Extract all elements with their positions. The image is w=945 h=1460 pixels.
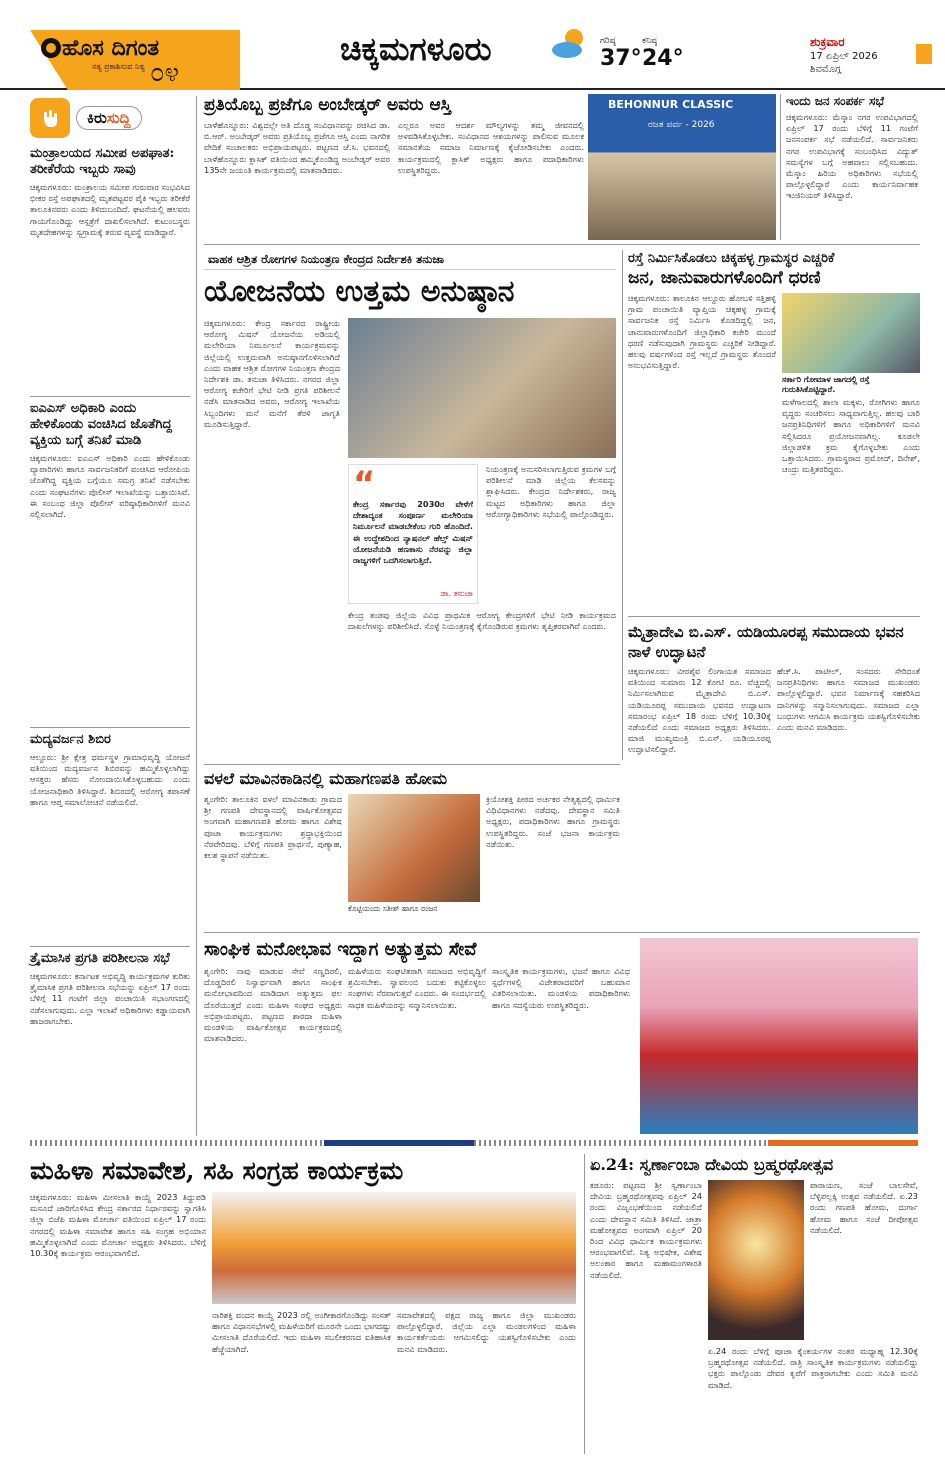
brief-body-1: ಚಿಕ್ಕಮಗಳೂರು: ಮಂತ್ರಾಲಯ ಸಮೀಪ ಗುರುವಾರ ಸಂಭವಿಸಿದ ಭೀಕರ ರಸ್ತೆ ಅಪಘಾತದಲ್ಲಿ ಮೃತಪಟ್ಟವರ ಪೈಕಿ ಇಬ್ಬರು ತರೀಕೆರೆ ತಾಲೂಕಿನವರು ಎಂದು ತಿಳಿದುಬಂದಿದೆ. ಘಟನೆಯಲ್ಲಿ ಹಲವರು ಗಾಯಗೊಂಡಿದ್ದು ಆಸ್ಪತ್ರೆಗೆ ದಾಖಲಿಸಲಾಗಿದೆ. ಕುಟುಂಬಸ್ಥರು ಮೃತದೇಹಗಳನ್ನು ಸ್ವಗ್ರಾಮಕ್ಕೆ ತರುವ ವ್ಯವಸ್ಥೆ ಮಾಡಿದ್ದಾರೆ. bbox=[30, 182, 190, 237]
edition: ಶಿವಮೊಗ್ಗ bbox=[810, 64, 842, 75]
article-ambedkar bbox=[204, 94, 584, 240]
ambedkar-headline: ಪ್ರತಿಯೊಬ್ಬ ಪ್ರಜೆಗೂ ಅಂಬೇಡ್ಕರ್ ಅವರು ಆಸ್ತಿ bbox=[204, 95, 452, 115]
max-temp-label: ಗರಿಷ್ಠ bbox=[600, 36, 616, 46]
article-seve bbox=[204, 938, 634, 1134]
edge-marker bbox=[916, 44, 932, 64]
dateline bbox=[810, 36, 878, 76]
yojane-quote-box bbox=[348, 464, 478, 604]
brahmaratha-body-a: ಕಡೂರು: ಪಟ್ಟಣದ ಶ್ರೀ ಸ್ವರ್ಣಾಂಬಾ ದೇವಿಯ ಬ್ರಹ್ಮರಥೋತ್ಸವವು ಏಪ್ರಿಲ್ 24 ರಂದು ವಿಜೃಂಭಣೆಯಿಂದ ನಡೆಯಲಿದೆ ಎಂದು ದೇವಸ್ಥಾನ ಸಮಿತಿ ತಿಳಿಸಿದೆ. ಜಾತ್ರಾ ಮಹೋತ್ಸವದ ಅಂಗವಾಗಿ ಏಪ್ರಿಲ್ 20 ರಿಂದ ವಿವಿಧ ಧಾರ್ಮಿಕ ಕಾರ್ಯಕ್ರಮಗಳು ಆರಂಭವಾಗಲಿವೆ. ನಿತ್ಯ ಅಭಿಷೇಕ, ವಿಶೇಷ ಅಲಂಕಾರ ಹಾಗೂ ಮಹಾಮಂಗಳಾರತಿ ನಡೆಯಲಿದೆ. bbox=[590, 1180, 702, 1280]
mahila-photo bbox=[212, 1192, 576, 1304]
section-divider bbox=[30, 1140, 918, 1146]
dharane-body-a: ಚಿಕ್ಕಮಗಳೂರು: ತಾಲೂಕಿನ ಆಲ್ದೂರು ಹೋಬಳಿ ಸತ್ತಿಹಳ್ಳಿ ಗ್ರಾಮ ಪಂಚಾಯಿತಿ ವ್ಯಾಪ್ತಿಯ ಚಿಕ್ಕಹಳ್ಳ ಗ್ರಾಮಕ್ಕೆ ಸಾರ್ವಜನಿಕ ರಸ್ತೆ ನಿರ್ಮಿಸಿ ಕೊಡದಿದ್ದಲ್ಲಿ ಜನ, ಜಾನುವಾರುಗಳೊಂದಿಗೆ ಜಿಲ್ಲಾಧಿಕಾರಿ ಕಚೇರಿ ಮುಂದೆ ಧರಣಿ ನಡೆಸುವುದಾಗಿ ಗ್ರಾಮಸ್ಥರು ಎಚ್ಚರಿಕೆ ನೀಡಿದ್ದಾರೆ. ಹಲವು ವರ್ಷಗಳಿಂದ ರಸ್ತೆ ಇಲ್ಲದೆ ಗ್ರಾಮಸ್ಥರು ತೊಂದರೆ ಅನುಭವಿಸುತ್ತಿದ್ದಾರೆ. bbox=[628, 293, 776, 371]
masthead bbox=[0, 0, 945, 90]
brahmaratha-body-c: ಏ.24 ರಂದು ಬೆಳಿಗ್ಗೆ ಪೂಜಾ ಕೈಂಕರ್ಯಗಳ ನಂತರ ಮಧ್ಯಾಹ್ನ 12.30ಕ್ಕೆ ಬ್ರಹ್ಮರಥೋತ್ಸವ ನಡೆಯಲಿದೆ. ರಾತ್ರಿ ಸಾಂಸ್ಕೃತಿಕ ಕಾರ್ಯಕ್ರಮಗಳು ನಡೆಯಲಿದ್ದು ಭಕ್ತರು ಪಾಲ್ಗೊಂಡು ದೇವರ ಕೃಪೆಗೆ ಪಾತ್ರರಾಗಬೇಕು ಎಂದು ಸಮಿತಿ ಮನವಿ ಮಾಡಿದೆ. bbox=[708, 1346, 918, 1390]
seve-body-b: ಮಹಿಳೆಯರು ಸಂಘಟಿತರಾಗಿ ಸಮಾಜದ ಅಭಿವೃದ್ಧಿಗೆ ಶ್ರಮಿಸಬೇಕು. ಸ್ವಾವಲಂಬಿ ಬದುಕು ಕಟ್ಟಿಕೊಳ್ಳಲು ಸಂಘಗಳು ನೆರವಾಗುತ್ತವೆ ಎಂದರು. ಈ ಸಂದರ್ಭದಲ್ಲಿ ಸಾಧಕ ಮಹಿಳೆಯರನ್ನು ಸನ್ಮಾನಿಸಲಾಯಿತು. bbox=[348, 966, 486, 1010]
janasampark-body: ಚಿಕ್ಕಮಗಳೂರು: ಮೆಸ್ಕಾಂ ನಗರ ಉಪವಿಭಾಗದಲ್ಲಿ ಏಪ್ರಿಲ್ 17 ರಂದು ಬೆಳಿಗ್ಗೆ 11 ಗಂಟೆಗೆ ಜನಸಂಪರ್ಕ ಸಭೆ ನಡೆಯಲಿದೆ. ಸಾರ್ವಜನಿಕರು ನಗರ ಉಪವಿಭಾಗಕ್ಕೆ ಸಂಬಂಧಿಸಿದ ವಿದ್ಯುತ್ ಸಮಸ್ಯೆಗಳ ಬಗ್ಗೆ ಅಹವಾಲು ಸಲ್ಲಿಸಬಹುದು. ಮೆಸ್ಕಾಂ ಹಿರಿಯ ಅಧಿಕಾರಿಗಳು ಸಭೆಯಲ್ಲಿ ಪಾಲ್ಗೊಳ್ಳಲಿದ್ದಾರೆ ಎಂದು ಕಾರ್ಯನಿರ್ವಾಹಕ ಇಂಜಿನಿಯರ್ ತಿಳಿಸಿದ್ದಾರೆ. bbox=[786, 112, 918, 201]
homa-body-c: ಕ್ರಿಯೋಶಕ್ತಿ ಪೀಠದ ಅರ್ಚಕರ ನೇತೃತ್ವದಲ್ಲಿ ಧಾರ್ಮಿಕ ವಿಧಿವಿಧಾನಗಳು ನಡೆದವು. ದೇವಸ್ಥಾನ ಸಮಿತಿ ಅಧ್ಯಕ್ಷರು, ಪದಾಧಿಕಾರಿಗಳು ಹಾಗೂ ಗ್ರಾಮಸ್ಥರು ಉಪಸ್ಥಿತರಿದ್ದರು. ಸಂಜೆ ಭಜನಾ ಕಾರ್ಯಕ್ರಮ ನಡೆಯಿತು. bbox=[486, 794, 620, 849]
brief-news-column bbox=[30, 96, 190, 1136]
seve-photo bbox=[640, 938, 918, 1134]
article-dharane bbox=[628, 250, 920, 610]
brand-tagline: ಸತ್ಯ ಪ್ರಕಾಶಿಸುವ ನಿತ್ಯ bbox=[92, 62, 145, 71]
dharane-photo bbox=[782, 293, 920, 373]
bhavana-headline: ಮೈತ್ರಾದೇವಿ ಬಿ.ಎಸ್. ಯಡಿಯೂರಪ್ಪ ಸಮುದಾಯ ಭವನ ನಾಳೆ ಉದ್ಘಾಟನೆ bbox=[628, 623, 904, 661]
dharane-headline-2: ಜನ, ಜಾನುವಾರುಗಳೊಂದಿಗೆ ಧರಣಿ bbox=[628, 268, 821, 288]
yojane-photo bbox=[348, 318, 616, 458]
bhavana-body-a: ಚಿಕ್ಕಮಗಳೂರು: ವೀರಶೈವ ಲಿಂಗಾಯತ ಸಮಾಜದ ವತಿಯಿಂದ ಸುಮಾರು 12 ಕೋಟಿ ರೂ. ವೆಚ್ಚದಲ್ಲಿ ನಿರ್ಮಿಸಲಾಗಿರುವ ಮೈತ್ರಾದೇವಿ ಬಿ.ಎಸ್. ಯಡಿಯೂರಪ್ಪ ಸಮುದಾಯ ಭವನದ ಉದ್ಘಾಟನಾ ಸಮಾರಂಭ ಏಪ್ರಿಲ್ 18 ರಂದು ಬೆಳಿಗ್ಗೆ 10.30ಕ್ಕೆ ನಡೆಯಲಿದೆ ಎಂದು ಸಮಾಜದ ಅಧ್ಯಕ್ಷರು ತಿಳಿಸಿದರು. ಮಾಜಿ ಮುಖ್ಯಮಂತ್ರಿ ಬಿ.ಎಸ್. ಯಡಿಯೂರಪ್ಪ ಉದ್ಘಾಟಿಸಲಿದ್ದಾರೆ. bbox=[628, 666, 771, 755]
bhavana-body-b: ಹೆಚ್.ಸಿ. ಪಾಟೀಲ್, ಸಂಸದರು ಸೇರಿದಂತೆ ಜನಪ್ರತಿನಿಧಿಗಳು ಹಾಗೂ ಸಮಾಜದ ಮುಖಂಡರು ಪಾಲ್ಗೊಳ್ಳಲಿದ್ದಾರೆ. ಭವನ ನಿರ್ಮಾಣಕ್ಕೆ ಸಹಕರಿಸಿದ ದಾನಿಗಳನ್ನು ಸನ್ಮಾನಿಸಲಾಗುವುದು. ಸಮಾಜದ ಎಲ್ಲಾ ಬಂಧುಗಳು ಆಗಮಿಸಿ ಕಾರ್ಯಕ್ರಮ ಯಶಸ್ವಿಗೊಳಿಸಬೇಕು ಎಂದು ಮನವಿ ಮಾಡಿದರು. bbox=[777, 666, 920, 733]
brief-news-title: ಕಿರುಸುದ್ದಿ bbox=[76, 106, 142, 130]
quote-icon: “ bbox=[353, 464, 376, 504]
min-temp-block bbox=[642, 36, 684, 71]
yojane-quote: ಕೇಂದ್ರ ಸರ್ಕಾರವು 2030ರ ವೇಳೆಗೆ ದೇಶಾದ್ಯಂತ ಸಂಪೂರ್ಣ ಮಲೇರಿಯಾ ನಿರ್ಮೂಲನೆ ಮಾಡಬೇಕೆಂಬ ಗುರಿ ಹೊಂದಿದೆ. ಈ ಉದ್ದೇಶದಿಂದ ನ್ಯಾಷನಲ್ ಹೆಲ್ತ್ ಮಿಷನ್ ಯೋಜನೆಯಡಿ ಹಣಕಾಸು ನೆರವನ್ನು ಜಿಲ್ಲಾ ರಾಜ್ಯಗಳಿಗೆ ಒದಗಿಸಲಾಗುತ್ತಿದೆ. bbox=[353, 499, 473, 566]
deity-photo bbox=[708, 1180, 804, 1340]
dharane-headline: ರಸ್ತೆ ನಿರ್ಮಿಸಿಕೊಡಲು ಚಿಕ್ಕಹಳ್ಳ ಗ್ರಾಮಸ್ಥರ ಎಚ್ಚರಿಕೆ bbox=[628, 251, 835, 266]
seve-body-c: ಸಾಂಸ್ಕೃತಿಕ ಕಾರ್ಯಕ್ರಮಗಳು, ಭಜನೆ ಹಾಗೂ ವಿವಿಧ ಸ್ಪರ್ಧೆಗಳಲ್ಲಿ ವಿಜೇತರಾದವರಿಗೆ ಬಹುಮಾನ ವಿತರಿಸಲಾಯಿತು. ಮಂಡಳಿಯ ಪದಾಧಿಕಾರಿಗಳು ಹಾಗೂ ಸದಸ್ಯೆಯರು ಉಪಸ್ಥಿತರಿದ್ದರು. bbox=[492, 966, 630, 1010]
homa-body-a: ಶೃಂಗೇರಿ: ತಾಲೂಕಿನ ವಳಲೆ ಮಾವಿನಕಾಡು ಗ್ರಾಮದ ಶ್ರೀ ಗಣಪತಿ ದೇವಸ್ಥಾನದಲ್ಲಿ ವಾರ್ಷಿಕೋತ್ಸವದ ಅಂಗವಾಗಿ ಮಹಾಗಣಪತಿ ಹೋಮ ಹಾಗೂ ವಿಶೇಷ ಪೂಜಾ ಕಾರ್ಯಕ್ರಮಗಳು ಶ್ರದ್ಧಾಭಕ್ತಿಯಿಂದ ನೆರವೇರಿದವು. ಬೆಳಿಗ್ಗೆ ಗಣಪತಿ ಪ್ರಾರ್ಥನೆ, ಪುಣ್ಯಾಹ, ಕಲಶ ಸ್ಥಾಪನೆ ನಡೆಯಿತು. bbox=[204, 794, 342, 861]
brief-body-4: ಚಿಕ್ಕಮಗಳೂರು: ಕರ್ನಾಟಕ ಅಭಿವೃದ್ಧಿ ಕಾರ್ಯಕ್ರಮಗಳ ಕುರಿತು ತ್ರೈಮಾಸಿಕ ಪ್ರಗತಿ ಪರಿಶೀಲನಾ ಸಭೆಯನ್ನು ಏಪ್ರಿಲ್ 17 ರಂದು ಬೆಳಿಗ್ಗೆ 11 ಗಂಟೆಗೆ ಜಿಲ್ಲಾ ಪಂಚಾಯಿತಿ ಸಭಾಂಗಣದಲ್ಲಿ ನಡೆಸಲಾಗುವುದು. ಎಲ್ಲಾ ಇಲಾಖೆ ಅಧಿಕಾರಿಗಳು ಕಡ್ಡಾಯವಾಗಿ ಹಾಜರಾಗಬೇಕು. bbox=[30, 971, 190, 1026]
brief-body-3: ಆಲ್ದೂರು: ಶ್ರೀ ಕ್ಷೇತ್ರ ಧರ್ಮಸ್ಥಳ ಗ್ರಾಮಾಭಿವೃದ್ಧಿ ಯೋಜನೆ ವತಿಯಿಂದ ಮದ್ಯವರ್ಜನ ಶಿಬಿರವನ್ನು ಹಮ್ಮಿಕೊಳ್ಳಲಾಗಿದ್ದು ಆಸಕ್ತರು ಹೆಸರು ನೋಂದಾಯಿಸಿಕೊಳ್ಳಬಹುದು ಎಂದು ಯೋಜನಾಧಿಕಾರಿ ತಿಳಿಸಿದ್ದಾರೆ. ಶಿಬಿರದಲ್ಲಿ ಆರೋಗ್ಯ ತಪಾಸಣೆ ಹಾಗೂ ಆಪ್ತ ಸಮಾಲೋಚನೆ ನಡೆಯಲಿದೆ. bbox=[30, 752, 190, 807]
weather-icon bbox=[548, 22, 592, 66]
yojane-headline: ಯೋಜನೆಯ ಉತ್ತಮ ಅನುಷ್ಠಾನ bbox=[204, 274, 515, 309]
hand-icon bbox=[30, 98, 70, 138]
city-title: ಚಿಕ್ಕಮಗಳೂರು bbox=[340, 30, 492, 68]
banner-subtext: ರಜತ ಪರ್ವ - 2026 bbox=[648, 120, 715, 130]
logo-icon bbox=[40, 37, 62, 59]
min-temp-label: ಕನಿಷ್ಠ bbox=[642, 36, 658, 46]
date: 17 ಏಪ್ರಿಲ್ 2026 bbox=[810, 51, 878, 62]
article-mahila bbox=[30, 1154, 578, 1454]
dharane-body-b: ಮಳೆಗಾಲದಲ್ಲಿ ಶಾಲಾ ಮಕ್ಕಳು, ರೋಗಿಗಳು ಹಾಗೂ ವೃದ್ಧರು ಸಂಚರಿಸಲು ಸಾಧ್ಯವಾಗುತ್ತಿಲ್ಲ. ಹಲವು ಬಾರಿ ಜನಪ್ರತಿನಿಧಿಗಳಿಗೆ ಹಾಗೂ ಅಧಿಕಾರಿಗಳಿಗೆ ಮನವಿ ಸಲ್ಲಿಸಿದರೂ ಪ್ರಯೋಜನವಾಗಿಲ್ಲ. ಕೂಡಲೇ ಜಿಲ್ಲಾಡಳಿತ ಕ್ರಮ ಕೈಗೊಳ್ಳಬೇಕು ಎಂದು ಒತ್ತಾಯಿಸಿದರು. ಗ್ರಾಮಸ್ಥರಾದ ಪ್ರಮೋದ್, ದಿನೇಶ್, ಚಂದ್ರು ಮತ್ತಿತರರಿದ್ದರು. bbox=[782, 397, 920, 475]
yojane-body-a: ಚಿಕ್ಕಮಗಳೂರು: ಕೇಂದ್ರ ಸರ್ಕಾರದ ರಾಷ್ಟ್ರೀಯ ಆರೋಗ್ಯ ಮಿಷನ್ ಯೋಜನೆಯ ಅಡಿಯಲ್ಲಿ ಮಲೇರಿಯಾ ನಿರ್ಮೂಲನೆ ಕಾರ್ಯಕ್ರಮವನ್ನು ಜಿಲ್ಲೆಯಲ್ಲಿ ಉತ್ತಮವಾಗಿ ಅನುಷ್ಠಾನಗೊಳಿಸಲಾಗಿದೆ ಎಂದು ವಾಹಕ ಆಶ್ರಿತ ರೋಗಗಳ ನಿಯಂತ್ರಣ ಕೇಂದ್ರದ ನಿರ್ದೇಶಕಿ ಡಾ. ತನುಜಾ ತಿಳಿಸಿದರು. ನಗರದ ಜಿಲ್ಲಾ ಆರೋಗ್ಯ ಕಚೇರಿಗೆ ಭೇಟಿ ನೀಡಿ ಪ್ರಗತಿ ಪರಿಶೀಲನೆ ನಡೆಸಿ ಮಾತನಾಡಿದ ಅವರು, ಆರೋಗ್ಯ ಇಲಾಖೆಯ ಸಿಬ್ಬಂದಿಗಳು ಮನೆ ಮನೆಗೆ ತೆರಳಿ ಜಾಗೃತಿ ಮೂಡಿಸುತ್ತಿದ್ದಾರೆ. bbox=[204, 318, 340, 429]
page-number: ೦೪ bbox=[150, 58, 180, 88]
yojane-body-b: ಕೇಂದ್ರ ತಂಡವು ಜಿಲ್ಲೆಯ ವಿವಿಧ ಪ್ರಾಥಮಿಕ ಆರೋಗ್ಯ ಕೇಂದ್ರಗಳಿಗೆ ಭೇಟಿ ನೀಡಿ ಕಾರ್ಯಕ್ರಮದ ದಾಖಲೆಗಳನ್ನು ಪರಿಶೀಲಿಸಿದೆ. ಸೊಳ್ಳೆ ನಿಯಂತ್ರಣಕ್ಕೆ ಕೈಗೊಂಡಿರುವ ಕ್ರಮಗಳು ತೃಪ್ತಿಕರವಾಗಿವೆ ಎಂದರು. bbox=[348, 610, 616, 632]
article-yojane bbox=[204, 250, 616, 760]
max-temp-value: 37° bbox=[600, 46, 642, 71]
article-janasampark bbox=[786, 94, 918, 240]
mahila-body-a: ಚಿಕ್ಕಮಗಳೂರು: ಮಹಿಳಾ ಮೀಸಲಾತಿ ಕಾಯ್ದೆ 2023 ತಿದ್ದುಪಡಿ ಮಸೂದೆ ಜಾರಿಗೊಳಿಸಿದ ಕೇಂದ್ರ ಸರ್ಕಾರದ ನಿರ್ಧಾರವನ್ನು ಸ್ವಾಗತಿಸಿ ಜಿಲ್ಲಾ ಬಿಜೆಪಿ ಮಹಿಳಾ ಮೋರ್ಚಾ ವತಿಯಿಂದ ಏಪ್ರಿಲ್ 17 ರಂದು ನಗರದಲ್ಲಿ ಮಹಿಳಾ ಸಮಾವೇಶ ಹಾಗೂ ಸಹಿ ಸಂಗ್ರಹ ಅಭಿಯಾನ ಹಮ್ಮಿಕೊಳ್ಳಲಾಗಿದೆ ಎಂದು ಮೋರ್ಚಾ ಅಧ್ಯಕ್ಷರು ತಿಳಿಸಿದರು. ಬೆಳಿಗ್ಗೆ 10.30ಕ್ಕೆ ಕಾರ್ಯಕ್ರಮ ಆರಂಭವಾಗಲಿದೆ. bbox=[30, 1192, 206, 1259]
yojane-body-c: ನಿಯಂತ್ರಣಕ್ಕೆ ಅನುಸರಿಸಲಾಗುತ್ತಿರುವ ಕ್ರಮಗಳ ಬಗ್ಗೆ ಪರಿಶೀಲನೆ ಮಾಡಿ ಜಿಲ್ಲೆಯ ಕೆಲಸವನ್ನು ಶ್ಲಾಘಿಸಿದರು. ಕೇಂದ್ರದ ನಿರ್ದೇಶಕರು, ರಾಜ್ಯ ಮಟ್ಟದ ಅಧಿಕಾರಿಗಳು ಹಾಗೂ ಜಿಲ್ಲಾ ಆರೋಗ್ಯಾಧಿಕಾರಿಗಳು ಸಭೆಯಲ್ಲಿ ಪಾಲ್ಗೊಂಡಿದ್ದರು. bbox=[486, 464, 616, 519]
homa-headline: ವಳಲೆ ಮಾವಿನಕಾಡಿನಲ್ಲಿ ಮಹಾಗಣಪತಿ ಹೋಮ bbox=[204, 769, 448, 788]
brand-name: ಹೊಸ ದಿಗಂತ bbox=[62, 36, 160, 61]
weekday: ಶುಕ್ರವಾರ bbox=[810, 35, 845, 49]
brahmaratha-headline: ಏ.24: ಸ್ವರ್ಣಾಂಬಾ ದೇವಿಯ ಬ್ರಹ್ಮರಥೋತ್ಸವ bbox=[590, 1155, 834, 1174]
min-temp-value: 24° bbox=[642, 46, 684, 71]
ambedkar-photo bbox=[588, 94, 776, 240]
brief-body-2: ಚಿಕ್ಕಮಗಳೂರು: ಐಎಎಸ್ ಅಧಿಕಾರಿ ಎಂದು ಹೇಳಿಕೊಂಡು ವ್ಯಾಪಾರಿಗಳು ಹಾಗೂ ಸಾರ್ವಜನಿಕರಿಗೆ ವಂಚಿಸಿದ ಆರೋಪಿಯ ಜೊತೆಗಿದ್ದ ವ್ಯಕ್ತಿಯ ಬಗ್ಗೆಯೂ ಸಮಗ್ರ ತನಿಖೆ ನಡೆಸಬೇಕು ಎಂದು ಸಂಘಟನೆಗಳು ಪೊಲೀಸ್ ಇಲಾಖೆಯನ್ನು ಒತ್ತಾಯಿಸಿವೆ. ಈ ಸಂಬಂಧ ಜಿಲ್ಲಾ ಪೊಲೀಸ್ ವರಿಷ್ಠಾಧಿಕಾರಿಗಳಿಗೆ ಮನವಿ ಸಲ್ಲಿಸಲಾಗಿದೆ. bbox=[30, 453, 190, 520]
brief-headline-1: ಮಂತ್ರಾಲಯದ ಸಮೀಪ ಅಪಘಾತ: ತರೀಕೆರೆಯ ಇಬ್ಬರು ಸಾವು bbox=[30, 146, 175, 177]
yojane-quote-by: ಡಾ. ತನುಜಾ bbox=[440, 589, 473, 598]
brief-headline-3: ಮದ್ಯವರ್ಜನ ಶಿಬಿರ bbox=[30, 732, 111, 747]
max-temp-block bbox=[600, 36, 642, 71]
mahila-headline: ಮಹಿಳಾ ಸಮಾವೇಶ, ಸಹಿ ಸಂಗ್ರಹ ಕಾರ್ಯಕ್ರಮ bbox=[30, 1156, 404, 1185]
article-bhavana bbox=[628, 622, 920, 924]
homa-caption: ಕೊಟ್ಟಿಯಂದು ಸತೀಶ್ ಹಾಗೂ ರಂಜನ bbox=[348, 904, 438, 913]
ambedkar-body-a: ಬಾಳೆಹೊನ್ನೂರು: ವಿಶ್ವದಲ್ಲೇ ಅತಿ ದೊಡ್ಡ ಸಂವಿಧಾನವನ್ನು ರಚಿಸಿದ ಡಾ. ಬಿ.ಆರ್. ಅಂಬೇಡ್ಕರ್ ಅವರು ಪ್ರತಿಯೊಬ್ಬ ಪ್ರಜೆಗೂ ಆಸ್ತಿ ಎಂದು ನಾಗರಿಕ ವೇದಿಕೆ ಸಂಚಾಲಕರು ಅಭಿಪ್ರಾಯಪಟ್ಟರು. ಪಟ್ಟಣದ ಜೆ.ಸಿ. ಭವನದಲ್ಲಿ ಬಾಳೆಹೊನ್ನೂರು ಕ್ಲಾಸಿಕ್ ವತಿಯಿಂದ ಹಮ್ಮಿಕೊಂಡಿದ್ದ ಅಂಬೇಡ್ಕರ್ ಅವರ 135ನೇ ಜಯಂತಿ ಕಾರ್ಯಕ್ರಮದಲ್ಲಿ ಮಾತನಾಡಿದರು. bbox=[204, 120, 390, 175]
seve-body-a: ಶೃಂಗೇರಿ: ನಾವು ಮಾಡುವ ಸೇವೆ ಸಣ್ಣದಿರಲಿ, ದೊಡ್ಡದಿರಲಿ ನಿಸ್ವಾರ್ಥವಾಗಿ ಹಾಗೂ ಸಾಂಘಿಕ ಮನೋಭಾವದಿಂದ ಮಾಡಿದಾಗ ಅತ್ಯುತ್ತಮ ಫಲ ದೊರೆಯುತ್ತದೆ ಎಂದು ಮಹಿಳಾ ಸಂಘದ ಅಧ್ಯಕ್ಷರು ಅಭಿಪ್ರಾಯಪಟ್ಟರು. ಪಟ್ಟಣದ ಶಾರದಾ ಮಹಿಳಾ ಮಂಡಳಿಯ ವಾರ್ಷಿಕೋತ್ಸವ ಕಾರ್ಯಕ್ರಮದಲ್ಲಿ ಮಾತನಾಡಿದರು. bbox=[204, 966, 342, 1044]
dharane-caption: ಸರ್ಕಾರಿ ಗೋಮಾಳ ಜಾಗದಲ್ಲಿ ರಸ್ತೆ ಗುರುತಿಸಿಕೊಟ್ಟಿದ್ದಾರೆ. bbox=[782, 375, 870, 394]
article-homa bbox=[204, 768, 620, 928]
mahila-body-c: ಸಮಾವೇಶದಲ್ಲಿ ಪಕ್ಷದ ರಾಜ್ಯ ಹಾಗೂ ಜಿಲ್ಲಾ ಮುಖಂಡರು ಪಾಲ್ಗೊಳ್ಳಲಿದ್ದಾರೆ. ಜಿಲ್ಲೆಯ ಎಲ್ಲಾ ಮಂಡಲಗಳಿಂದ ಮಹಿಳಾ ಕಾರ್ಯಕರ್ತೆಯರು ಆಗಮಿಸಲಿದ್ದು ಯಶಸ್ವಿಗೊಳಿಸಬೇಕು ಎಂದು ಮನವಿ ಮಾಡಿದರು. bbox=[397, 1310, 576, 1354]
article-brahmaratha bbox=[590, 1154, 918, 1454]
janasampark-headline: ಇಂದು ಜನ ಸಂಪರ್ಕ ಸಭೆ bbox=[786, 94, 884, 108]
banner-text: BEHONNUR CLASSIC bbox=[608, 98, 734, 111]
mahila-body-b: ನಾರಿಶಕ್ತಿ ವಂದನ ಕಾಯ್ದೆ 2023 ರಲ್ಲಿ ಅಂಗೀಕಾರಗೊಂಡಿದ್ದು ಸಂಸತ್ ಹಾಗೂ ವಿಧಾನಸಭೆಗಳಲ್ಲಿ ಮಹಿಳೆಯರಿಗೆ ಮೂರನೇ ಒಂದು ಭಾಗದಷ್ಟು ಮೀಸಲಾತಿ ದೊರೆಯಲಿದೆ. ಇದು ಮಹಿಳಾ ಸಬಲೀಕರಣದ ಐತಿಹಾಸಿಕ ಹೆಜ್ಜೆಯಾಗಿದೆ. bbox=[212, 1310, 391, 1354]
yojane-kicker: ವಾಹಕ ಆಶ್ರಿತ ರೋಗಗಳ ನಿಯಂತ್ರಣ ಕೇಂದ್ರದ ನಿರ್ದೇಶಕಿ ತನುಜಾ bbox=[204, 250, 616, 270]
brief-headline-4: ತ್ರೈಮಾಸಿಕ ಪ್ರಗತಿ ಪರಿಶೀಲನಾ ಸಭೆ bbox=[30, 951, 170, 966]
seve-headline: ಸಾಂಘಿಕ ಮನೋಭಾವ ಇದ್ದಾಗ ಅತ್ಯುತ್ತಮ ಸೇವೆ bbox=[204, 939, 477, 960]
brief-news-header bbox=[30, 96, 190, 140]
ambedkar-body-b: ಎಲ್ಲರೂ ಅವರ ಆದರ್ಶ ಮೌಲ್ಯಗಳನ್ನು ತಮ್ಮ ಜೀವನದಲ್ಲಿ ಅಳವಡಿಸಿಕೊಳ್ಳಬೇಕು. ಸಂವಿಧಾನದ ಆಶಯಗಳನ್ನು ಪಾಲಿಸುವ ಮೂಲಕ ಸಮಾನತೆಯ ಸಮಾಜ ನಿರ್ಮಾಣಕ್ಕೆ ಕೈಜೋಡಿಸಬೇಕು ಎಂದರು. ಕಾರ್ಯಕ್ರಮದಲ್ಲಿ ಕ್ಲಾಸಿಕ್ ಅಧ್ಯಕ್ಷರು ಹಾಗೂ ಪದಾಧಿಕಾರಿಗಳು ಉಪಸ್ಥಿತರಿದ್ದರು. bbox=[398, 120, 584, 175]
homa-photo bbox=[348, 794, 480, 902]
brahmaratha-body-b: ಪಾರಾಯಣ, ಸಂಜೆ ಬಾಲಸೇವೆ, ಬೆಳ್ಳಿಪಲ್ಲಕ್ಕಿ ಉತ್ಸವ ನಡೆಯಲಿದೆ. ಏ.23 ರಂದು ಗಣಪತಿ ಹೋಮ, ದುರ್ಗಾ ಹೋಮ ಹಾಗೂ ಸಂಜೆ ದೀಪೋತ್ಸವ ನಡೆಯಲಿದೆ. bbox=[810, 1180, 918, 1235]
brief-headline-2: ಐಎಎಸ್ ಅಧಿಕಾರಿ ಎಂದು ಹೇಳಿಕೊಂಡು ವಂಚಿಸಿದ ಜೊತೆಗಿದ್ದ ವ್ಯಕ್ತಿಯ ಬಗ್ಗೆ ತನಿಖೆ ಮಾಡಿ bbox=[30, 401, 173, 448]
